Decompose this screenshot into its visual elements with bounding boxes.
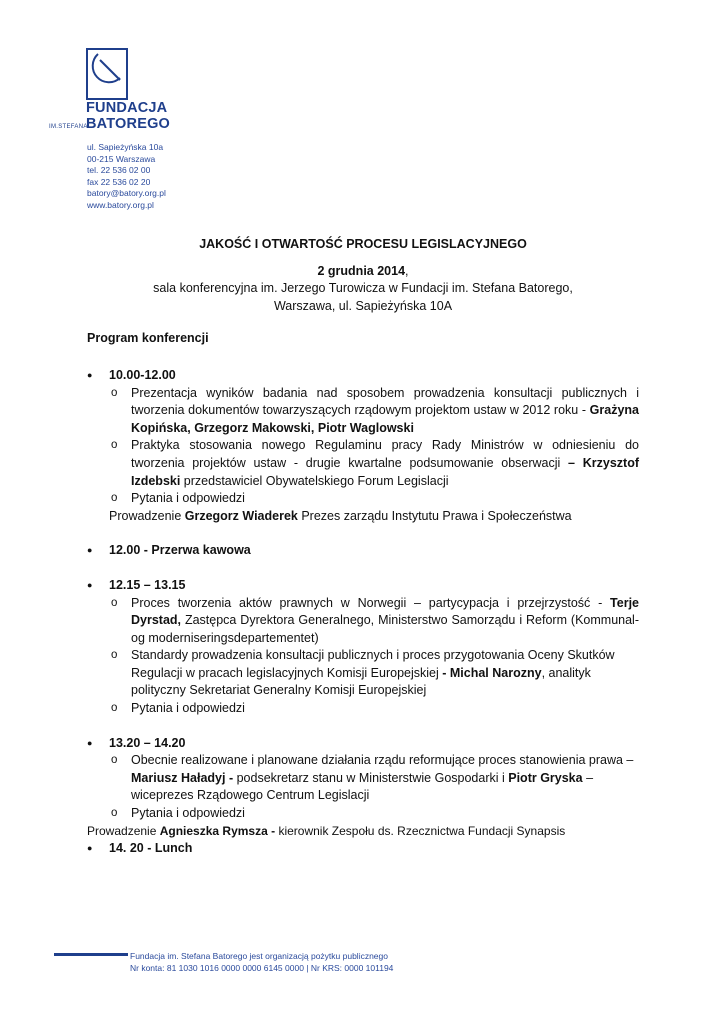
logo-name-line2: BATOREGO bbox=[86, 116, 171, 132]
session-3 bbox=[87, 577, 639, 718]
contact-phone: tel. 22 536 02 00 bbox=[87, 165, 151, 176]
contact-address: ul. Sapieżyńska 10a bbox=[87, 142, 164, 152]
item-text: Pytania i odpowiedzi bbox=[131, 701, 245, 716]
event-venue-line2: Warszawa, ul. Sapieżyńska 10A bbox=[273, 298, 453, 313]
list-item bbox=[109, 385, 639, 438]
footer bbox=[130, 951, 393, 974]
item-text: Proces tworzenia aktów prawnych w Norwegii – partycypacja i przejrzystość - bbox=[131, 595, 611, 610]
session-1-moderator bbox=[109, 508, 639, 526]
contact-fax: fax 22 536 02 20 bbox=[87, 176, 151, 187]
list-item bbox=[109, 700, 639, 718]
document-body bbox=[87, 236, 639, 858]
moderator-role: kierownik Zespołu ds. Rzecznictwa Fundacji Synapsis bbox=[275, 823, 566, 838]
contact-city: 00-215 Warszawa bbox=[87, 153, 156, 164]
session-4-items bbox=[109, 752, 639, 822]
list-item bbox=[109, 805, 639, 823]
session-2 bbox=[87, 542, 639, 560]
session-1-items bbox=[109, 385, 639, 508]
item-text: Pytania i odpowiedzi bbox=[131, 491, 245, 506]
list-item bbox=[109, 647, 639, 700]
list-item bbox=[109, 490, 639, 508]
moderator-prefix: Prowadzenie bbox=[87, 823, 160, 838]
foundation-logo-icon bbox=[86, 48, 128, 100]
session-4-moderator bbox=[87, 823, 639, 841]
session-4 bbox=[87, 735, 639, 823]
item-text: Prezentacja wyników badania nad sposobem prowadzenia konsultacji publicznych i tworzenia dokumentów towarzyszących rządowym projektom ustaw w 2012 roku - bbox=[131, 385, 639, 418]
contact-email[interactable]: batory@batory.org.pl bbox=[87, 188, 166, 199]
program-list-continued bbox=[87, 840, 639, 858]
event-date-bold: 2 grudnia 2014 bbox=[317, 263, 406, 278]
list-item bbox=[109, 595, 639, 648]
item-text: Praktyka stosowania nowego Regulaminu pracy Rady Ministrów w odniesieniu do tworzenia projektów ustaw - drugie kwartalne podsumowanie obserwacji bbox=[131, 438, 639, 470]
item-text: Pytania i odpowiedzi bbox=[131, 806, 245, 821]
item-speakers: Terje Dyrstad, bbox=[131, 595, 639, 628]
session-1-time: ● 10.00-12.00 bbox=[109, 367, 176, 382]
moderator-name: Agnieszka Rymsza - bbox=[159, 823, 276, 838]
logo-name-line1: FUNDACJA bbox=[86, 100, 168, 116]
logo-small-text: IM.STEFANA bbox=[49, 124, 88, 130]
session-5 bbox=[87, 840, 639, 858]
footer-divider bbox=[54, 953, 128, 956]
session-3-time: ● 12.15 – 13.15 bbox=[109, 577, 186, 592]
item-tail: przedstawiciel Obywatelskiego Forum Legislacji bbox=[180, 473, 449, 488]
moderator-name: Grzegorz Wiaderek bbox=[184, 508, 298, 523]
item-text: Obecnie realizowane i planowane działania rządu reformujące proces stanowienia prawa – bbox=[131, 753, 634, 768]
event-date-tail: , bbox=[405, 263, 409, 278]
session-4-time: ● 13.20 – 14.20 bbox=[109, 735, 186, 750]
session-1 bbox=[87, 367, 639, 525]
list-item bbox=[109, 752, 639, 805]
session-3-items bbox=[109, 595, 639, 718]
item-mid: podsekretarz stanu w Ministerstwie Gospodarki i bbox=[233, 770, 509, 785]
program-heading: Program konferencji bbox=[87, 331, 209, 346]
list-item bbox=[109, 437, 639, 490]
item-speakers: Mariusz Haładyj - bbox=[131, 770, 234, 785]
footer-line2: Nr konta: 81 1030 1016 0000 0000 6145 0000 | Nr KRS: 0000 101194 bbox=[130, 962, 394, 973]
contact-website[interactable]: www.batory.org.pl bbox=[87, 199, 154, 210]
document-title: JAKOŚĆ I OTWARTOŚĆ PROCESU LEGISLACYJNEGO bbox=[199, 237, 527, 251]
item-speakers: – Krzysztof Izdebski bbox=[131, 455, 639, 488]
event-date bbox=[87, 263, 639, 281]
session-5-time: ● 14. 20 - Lunch bbox=[109, 841, 193, 856]
item-tail: , analityk polityczny Sekretariat Generalny Komisji Europejskiej bbox=[131, 665, 591, 698]
item-tail: Zastępca Dyrektora Generalnego, Ministerstwo Samorządu i Reform (Kommunal-og moderniseringsdepartementet) bbox=[131, 613, 639, 645]
session-2-time: ● 12.00 - Przerwa kawowa bbox=[109, 543, 251, 558]
moderator-role: Prezes zarządu Instytutu Prawa i Społeczeństwa bbox=[297, 508, 572, 523]
item-text: Standardy prowadzenia konsultacji publicznych i proces przygotowania Oceny Skutków Regulacji w pracach legislacyjnych Komisji Europejskiej bbox=[131, 648, 615, 680]
moderator-prefix: Prowadzenie bbox=[109, 508, 185, 523]
foundation-logo bbox=[48, 48, 171, 138]
event-venue-line1: sala konferencyjna im. Jerzego Turowicza w Fundacji im. Stefana Batorego, bbox=[153, 281, 573, 296]
footer-line1: Fundacja im. Stefana Batorego jest organizacją pożytku publicznego bbox=[130, 951, 388, 961]
contact-block bbox=[87, 142, 166, 212]
item-speakers: Grażyna Kopińska, Grzegorz Makowski, Piotr Waglowski bbox=[131, 403, 639, 435]
item-speakers-2: Piotr Gryska bbox=[508, 770, 583, 785]
item-tail: – wiceprezes Rządowego Centrum Legislacji bbox=[131, 770, 594, 803]
program-list bbox=[87, 367, 639, 823]
item-speakers: - Michal Narozny bbox=[442, 665, 542, 680]
